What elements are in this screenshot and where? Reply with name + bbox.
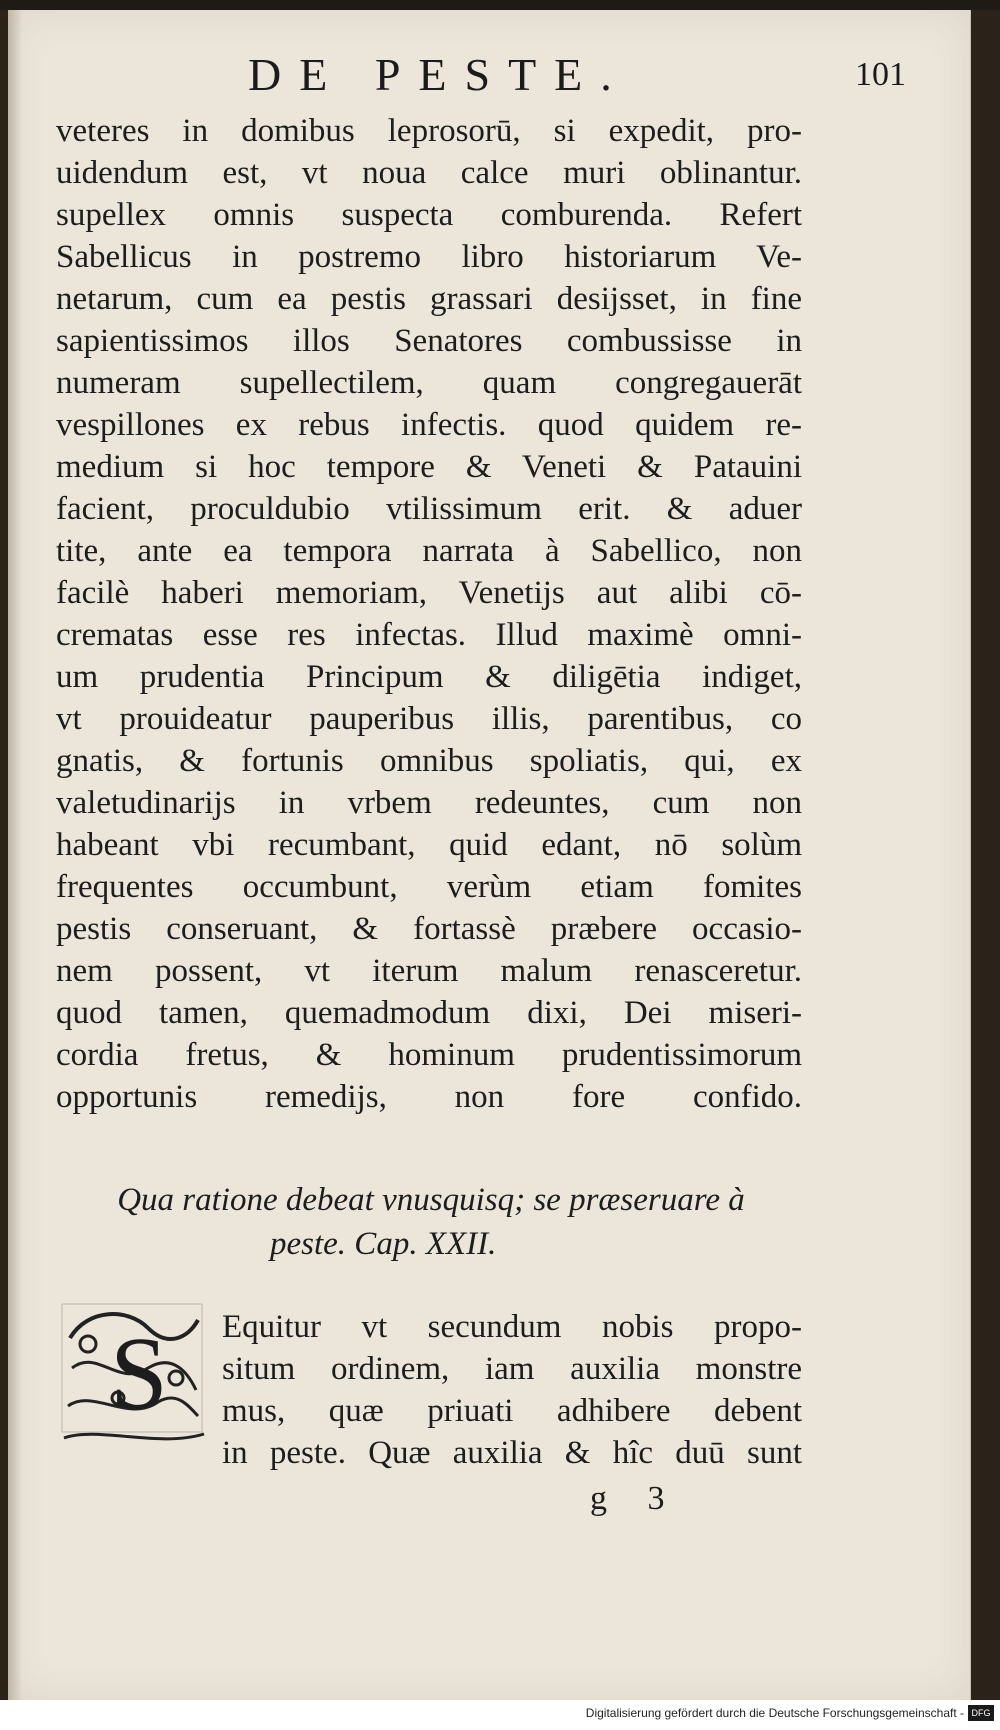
text-line: opportunis remedijs, non fore confido. [56,1079,802,1115]
scan-edge-top [0,0,1000,10]
text-line: crematas esse res infectas. Illud maximè omni- [56,617,802,653]
text-line: uidendum est, vt noua calce muri oblinantur. [56,155,802,191]
initial-letter: S [110,1316,168,1431]
chapter-heading-line: Qua ratione debeat vnusquisq; se præseruare à [117,1182,745,1218]
text-line: situm ordinem, iam auxilia monstre [222,1351,802,1387]
chapter-heading [58,1178,804,1266]
text-line: facient, proculdubio vtilissimum erit. & aduer [56,491,802,527]
text-line: in peste. Quæ auxilia & hîc duū sunt [222,1435,802,1471]
text-line: vespillones ex rebus infectis. quod quidem re- [56,407,802,443]
funding-credit: Digitalisierung gefördert durch die Deutsche Forschungsgemeinschaft - [585,1706,964,1720]
dfg-logo-icon: DFG [968,1705,994,1721]
text-line: gnatis, & fortunis omnibus spoliatis, qui, ex [56,743,802,779]
text-line: habeant vbi recumbant, quid edant, nō solùm [56,827,802,863]
text-line: vt prouideatur pauperibus illis, parentibus, co [56,701,802,737]
text-line: frequentes occumbunt, verùm etiam fomites [56,869,802,905]
running-title: DE PESTE. [248,49,630,100]
text-line: um prudentia Principum & diligētia indiget, [56,659,802,695]
footer-band [0,1700,1000,1730]
text-line: valetudinarijs in vrbem redeuntes, cum non [56,785,802,821]
text-line: medium si hoc tempore & Veneti & Patauini [56,449,802,485]
body-text [56,110,802,1118]
text-line: pestis conseruant, & fortassè præbere occasio- [56,911,802,947]
text-line: supellex omnis suspecta comburenda. Refert [56,197,802,233]
page-number: 101 [855,56,906,93]
text-line: Sabellicus in postremo libro historiarum Ve- [56,239,802,275]
page-gutter-shadow [8,10,22,1700]
decorated-initial-icon [58,1298,210,1450]
book-page [8,10,971,1700]
text-line: quod tamen, quemadmodum dixi, Dei miseri- [56,995,802,1031]
text-line: netarum, cum ea pestis grassari desijsset, in fine [56,281,802,317]
signature-mark: g 3 [590,1480,681,1517]
text-line: Equitur vt secundum nobis propo- [222,1309,802,1345]
text-line: cordia fretus, & hominum prudentissimorum [56,1037,802,1073]
text-line: mus, quæ priuati adhibere debent [222,1393,802,1429]
page-header [48,48,938,104]
text-line: tite, ante ea tempora narrata à Sabellico, non [56,533,802,569]
text-line: numeram supellectilem, quam congregauerāt [56,365,802,401]
text-line: veteres in domibus leprosorū, si expedit, pro- [56,113,802,149]
text-line: facilè haberi memoriam, Venetijs aut alibi cō- [56,575,802,611]
text-line: nem possent, vt iterum malum renasceretur. [56,953,802,989]
text-line: sapientissimos illos Senatores combussisse in [56,323,802,359]
chapter-opening-text [222,1306,802,1474]
chapter-heading-line: peste. Cap. XXII. [270,1226,497,1262]
